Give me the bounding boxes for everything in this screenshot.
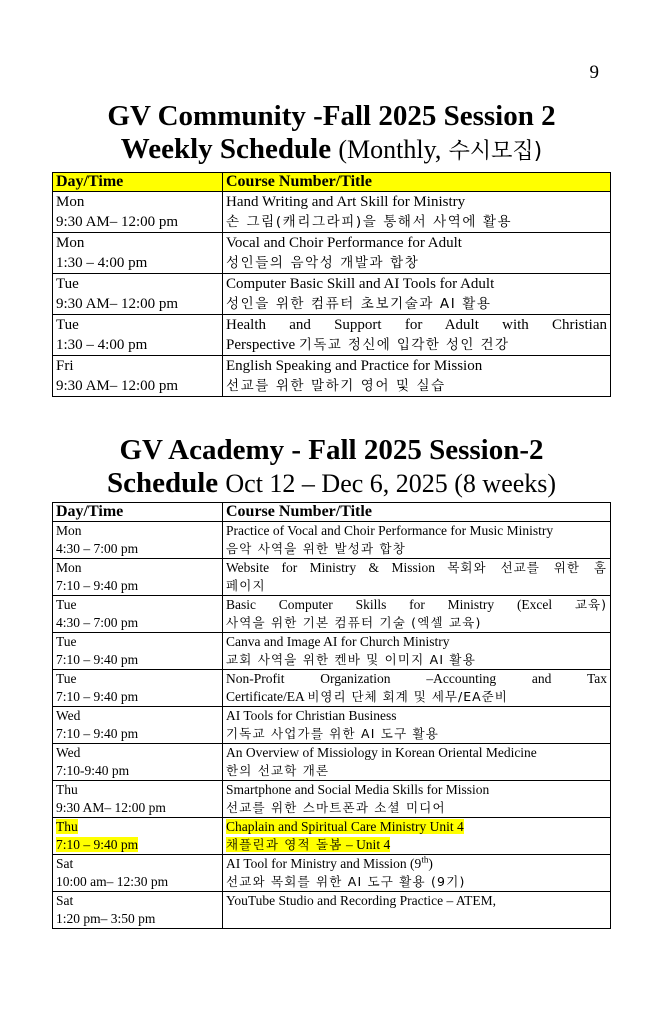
page-number: 9	[589, 62, 599, 83]
day-time-cell	[53, 855, 223, 892]
day-time-cell	[53, 744, 223, 781]
time-label: 1:20 pm– 3:50 pm	[56, 911, 156, 926]
course-title-ko	[226, 294, 607, 314]
community-schedule-table	[52, 172, 611, 397]
course-title-ko	[226, 688, 607, 706]
course-title-en-text: Computer Basic Skill and AI Tools for Adult	[226, 276, 495, 292]
header-day-time: Day/Time	[53, 173, 223, 192]
course-title-en	[226, 596, 607, 614]
day-label: Fri	[56, 358, 74, 374]
course-cell	[223, 315, 611, 356]
day-label: Tue	[56, 634, 77, 649]
academy-title: GV Academy - Fall 2025 Session-2	[119, 434, 544, 466]
course-title-ko	[226, 614, 607, 632]
course-title-en-cont: Perspective	[226, 337, 296, 353]
time-label: 4:30 – 7:00 pm	[56, 541, 139, 556]
table-header-row	[53, 503, 611, 522]
course-title-en	[226, 818, 607, 836]
table-header-row	[53, 173, 611, 192]
course-title-ko-text: 성인을 위한 컴퓨터 초보기술과 AI 활용	[226, 296, 492, 312]
course-title-ko	[226, 873, 607, 891]
time-label: 4:30 – 7:00 pm	[56, 615, 139, 630]
course-cell	[223, 596, 611, 633]
day-label: Mon	[56, 194, 85, 210]
day-label: Wed	[56, 745, 81, 760]
time-label: 7:10-9:40 pm	[56, 763, 130, 778]
course-title-ko	[226, 799, 607, 817]
table-row	[53, 818, 611, 855]
course-title-en	[226, 522, 607, 540]
course-cell	[223, 559, 611, 596]
course-title-en	[226, 559, 607, 577]
course-cell	[223, 233, 611, 274]
time-label: 9:30 AM– 12:00 pm	[56, 296, 179, 312]
time-label	[56, 836, 219, 854]
day-label: Tue	[56, 597, 77, 612]
day-time-cell	[53, 818, 223, 855]
academy-subtitle-bold: Schedule	[106, 467, 219, 499]
course-cell	[223, 781, 611, 818]
course-title-ko	[226, 376, 607, 396]
day-time-cell	[53, 559, 223, 596]
course-title-ko-tail: – Unit 4	[342, 837, 391, 852]
time-label: 1:30 – 4:00 pm	[56, 255, 148, 271]
course-title-ko	[226, 253, 607, 273]
academy-subtitle-dates: Oct 12 – Dec 6, 2025 (8 weeks)	[225, 469, 557, 498]
day-time-cell	[53, 233, 223, 274]
table-row	[53, 356, 611, 397]
community-subtitle-ko: 수시모집)	[448, 139, 543, 164]
course-title-en-text: An Overview of Missiology in Korean Oriental Medicine	[226, 745, 537, 760]
table-row	[53, 274, 611, 315]
course-title-en	[226, 192, 607, 212]
time-label: 7:10 – 9:40 pm	[56, 726, 139, 741]
course-cell	[223, 274, 611, 315]
course-cell	[223, 633, 611, 670]
course-cell	[223, 522, 611, 559]
course-title-ko-text: 기독교 사업가를 위한 AI 도구 활용	[226, 726, 440, 741]
course-title-en	[226, 707, 607, 725]
course-title-en	[226, 781, 607, 799]
academy-subtitle	[0, 467, 663, 500]
course-title-ko-inline: 목회와 선교를 위한 홈	[447, 560, 607, 575]
time-label: 1:30 – 4:00 pm	[56, 337, 148, 353]
course-title-ko-text: 음악 사역을 위한 발성과 합창	[226, 541, 406, 556]
course-title-en-text: Hand Writing and Art Skill for Ministry	[226, 194, 466, 210]
course-cell	[223, 670, 611, 707]
course-title-ko	[226, 540, 607, 558]
course-title-en	[226, 356, 607, 376]
header-day-time: Day/Time	[53, 503, 223, 522]
course-cell	[223, 356, 611, 397]
course-title-en	[226, 670, 607, 688]
course-title-en	[226, 633, 607, 651]
day-label: Tue	[56, 317, 79, 333]
course-cell	[223, 744, 611, 781]
table-row	[53, 192, 611, 233]
course-title-en-text: AI Tool for Ministry and Mission (9	[226, 856, 422, 871]
day-time-cell	[53, 356, 223, 397]
day-label: Tue	[56, 671, 77, 686]
academy-schedule-table	[52, 502, 611, 929]
day-time-cell	[53, 892, 223, 929]
table-row	[53, 559, 611, 596]
course-title-ko	[226, 836, 607, 854]
table-row	[53, 522, 611, 559]
course-cell	[223, 892, 611, 929]
table-row	[53, 596, 611, 633]
course-title-ko-text: 선교를 위한 말하기 영어 및 실습	[226, 378, 446, 394]
course-cell	[223, 855, 611, 892]
course-title-en-cont: Certificate/EA	[226, 689, 304, 704]
course-title-ko	[226, 577, 607, 595]
community-subtitle-bold: Weekly Schedule	[120, 133, 332, 165]
time-label: 7:10 – 9:40 pm	[56, 578, 139, 593]
table-row	[53, 855, 611, 892]
community-heading	[0, 100, 663, 168]
course-title-en	[226, 744, 607, 762]
day-label: Thu	[56, 782, 78, 797]
course-title-ko-text: 채플린과 영적 돌봄	[226, 837, 343, 852]
day-time-cell	[53, 781, 223, 818]
course-title-ko-text: 성인들의 음악성 개발과 합창	[226, 255, 420, 271]
course-title-en-text: Chaplain and Spiritual Care Ministry Unit 4	[226, 819, 464, 834]
time-label: 7:10 – 9:40 pm	[56, 689, 139, 704]
course-title-tail: )	[428, 856, 433, 871]
time-label: 7:10 – 9:40 pm	[56, 652, 139, 667]
course-title-en-text: Practice of Vocal and Choir Performance for Music Ministry	[226, 523, 554, 538]
community-title: GV Community -Fall 2025 Session 2	[107, 100, 556, 132]
day-label: Tue	[56, 276, 79, 292]
course-cell	[223, 818, 611, 855]
course-title-ko	[226, 651, 607, 669]
course-title-ko	[226, 725, 607, 743]
table-row	[53, 781, 611, 818]
course-title-ko-text: 선교와 목회를 위한 AI 도구 활용 (9기)	[226, 874, 466, 889]
time-text: 7:10 – 9:40 pm	[56, 837, 139, 852]
course-title-en-text: Non-Profit Organization –Accounting and Tax	[226, 671, 607, 686]
day-time-cell	[53, 707, 223, 744]
header-course: Course Number/Title	[223, 503, 611, 522]
course-title-ko-text: 선교를 위한 스마트폰과 소셜 미디어	[226, 800, 446, 815]
course-title-en-text: AI Tools for Christian Business	[226, 708, 397, 723]
course-title-en-text: YouTube Studio and Recording Practice – ATEM,	[226, 893, 496, 908]
course-cell	[223, 707, 611, 744]
course-title-ko-text: 한의 선교학 개론	[226, 763, 330, 778]
course-title-ko-inline: 교육)	[574, 597, 607, 612]
day-time-cell	[53, 633, 223, 670]
course-title-sup: th	[421, 855, 429, 865]
table-row	[53, 892, 611, 929]
time-label: 10:00 am– 12:30 pm	[56, 874, 169, 889]
time-label: 9:30 AM– 12:00 pm	[56, 214, 179, 230]
course-title-ko-text: 교회 사역을 위한 켄바 및 이미지 AI 활용	[226, 652, 476, 667]
course-title-en-text: Website for Ministry & Mission	[226, 560, 435, 575]
table-row	[53, 707, 611, 744]
day-label: Wed	[56, 708, 81, 723]
course-title-ko	[226, 762, 607, 780]
table-row	[53, 744, 611, 781]
course-title-ko-text: 손 그림(캐리그라피)을 통해서 사역에 활용	[226, 214, 513, 230]
course-title-en-text: Vocal and Choir Performance for Adult	[226, 235, 462, 251]
day-time-cell	[53, 522, 223, 559]
day-label: Mon	[56, 560, 82, 575]
course-title-en-text: Health and Support for Adult with Christian	[226, 317, 607, 333]
course-title-en	[226, 855, 607, 873]
day-time-cell	[53, 274, 223, 315]
time-label: 9:30 AM– 12:00 pm	[56, 800, 166, 815]
course-title-en	[226, 274, 607, 294]
day-label: Sat	[56, 856, 74, 871]
table-row	[53, 633, 611, 670]
day-time-cell	[53, 670, 223, 707]
course-title-en	[226, 315, 607, 335]
course-title-ko	[226, 335, 607, 355]
day-time-cell	[53, 596, 223, 633]
course-title-ko	[226, 212, 607, 232]
table-row	[53, 233, 611, 274]
course-title-en	[226, 892, 607, 910]
academy-heading	[0, 434, 663, 500]
table-row	[53, 315, 611, 356]
day-label: Sat	[56, 893, 74, 908]
course-title-en-text: English Speaking and Practice for Mission	[226, 358, 483, 374]
day-time-cell	[53, 192, 223, 233]
course-title-en-text: Basic Computer Skills for Ministry (Excel	[226, 597, 553, 612]
time-label: 9:30 AM– 12:00 pm	[56, 378, 179, 394]
course-cell	[223, 192, 611, 233]
table-row	[53, 670, 611, 707]
day-label: Mon	[56, 235, 85, 251]
community-subtitle	[0, 133, 663, 168]
course-title-en-text: Smartphone and Social Media Skills for Mission	[226, 782, 490, 797]
course-title-en	[226, 233, 607, 253]
day-text: Thu	[56, 819, 78, 834]
day-label	[56, 818, 219, 836]
course-title-ko-text: 비영리 단체 회계 및 세무/EA준비	[307, 689, 508, 704]
community-subtitle-paren: (Monthly,	[338, 135, 442, 164]
day-label: Mon	[56, 523, 82, 538]
header-course: Course Number/Title	[223, 173, 611, 192]
course-title-en-text: Canva and Image AI for Church Ministry	[226, 634, 450, 649]
course-title-ko-text: 페이지	[226, 578, 266, 593]
day-time-cell	[53, 315, 223, 356]
course-title-ko-text: 기독교 정신에 입각한 성인 건강	[298, 337, 510, 353]
course-title-ko-text: 사역을 위한 기본 컴퓨터 기술 (엑셀 교육)	[226, 615, 482, 630]
